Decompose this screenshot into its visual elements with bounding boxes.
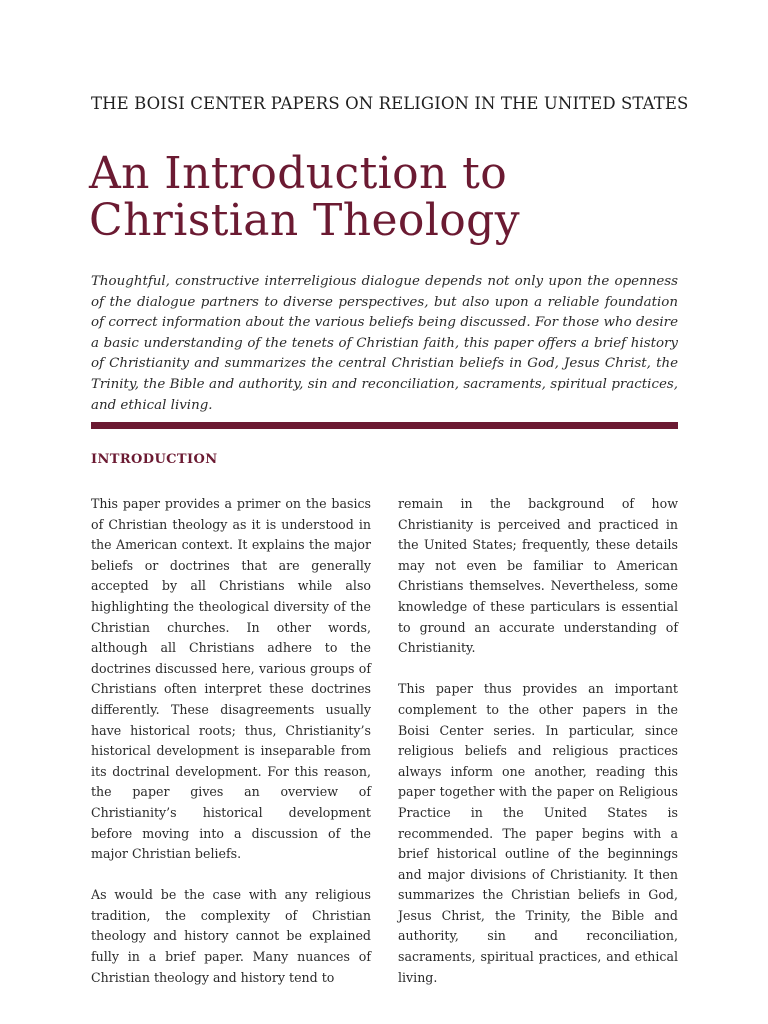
left-column (91, 494, 371, 1009)
abstract: Thoughtful, constructive interreligious dialogue depends not only upon the openness of the dialogue partners to diverse perspectives, but also upon a reliable foundation of correct information about the various beliefs being discussed. For those who desire a basic understanding of the tenets of Christian faith, this paper offers a brief history of Christianity and summarizes the central Christian beliefs in God, Jesus Christ, the Trinity, the Bible and authority, sin and reconciliation, sacraments, spiritual practices, and ethical living. (91, 274, 678, 413)
section-heading: INTRODUCTION (91, 452, 218, 467)
body-paragraph: This paper thus provides an important complement to the other papers in the Boisi Center series. In particular, since religious beliefs and religious practices always inform one another, reading this paper together with the paper on Religious Practice in the United States is recommended. The paper begins with a brief historical outline of the beginnings and major divisions of Christianity. It then summarizes the Christian beliefs in God, Jesus Christ, the Trinity, the Bible and authority, sin and reconciliation, sacraments, spiritual practices, and ethical living. (398, 681, 678, 985)
body-paragraph: As would be the case with any religious tradition, the complexity of Christian theology and history cannot be explained fully in a brief paper. Many nuances of Christian theology and history tend to (91, 887, 371, 985)
section-divider (91, 422, 678, 429)
body-paragraph: remain in the background of how Christianity is perceived and practiced in the United States; frequently, these details may not even be familiar to American Christians themselves. Nevertheless, some knowledge of these particulars is essential to ground an accurate understanding of Christianity. (398, 496, 678, 656)
page-title (89, 150, 689, 244)
page-title-line-1: An Introduction to (89, 148, 508, 199)
right-column (398, 494, 678, 1009)
series-title: THE BOISI CENTER PAPERS ON RELIGION IN THE UNITED STATES (91, 94, 689, 113)
page-title-line-2: Christian Theology (89, 195, 521, 246)
body-paragraph: This paper provides a primer on the basics of Christian theology as it is understood in the American context. It explains the major beliefs or doctrines that are generally accepted by all Christians while also highlighting the theological diversity of the Christian churches. In other words, although all Christians adhere to the doctrines discussed here, various groups of Christians often interpret these doctrines differently. These disagreements usually have historical roots; thus, Christianity’s historical development is inseparable from its doctrinal development. For this reason, the paper gives an overview of Christianity’s historical development before moving into a discussion of the major Christian beliefs. (91, 496, 371, 862)
